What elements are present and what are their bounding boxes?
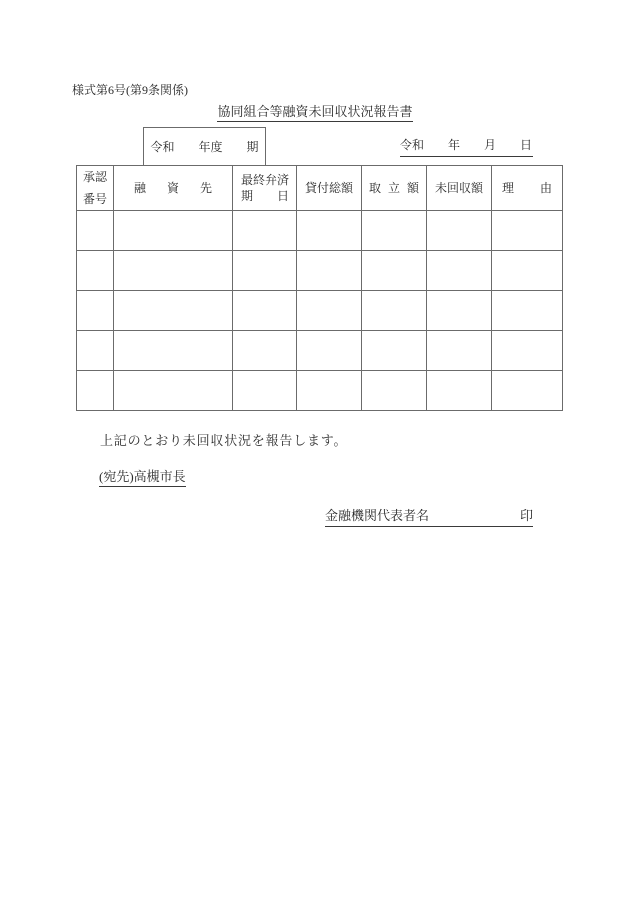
report-statement: 上記のとおり未回収状況を報告します。 xyxy=(100,433,348,448)
table-cell xyxy=(114,211,233,251)
signature-line xyxy=(325,505,533,527)
table-cell xyxy=(492,331,563,371)
report-date-line: 令和 年 月 日 xyxy=(400,136,533,157)
header-final-repayment-line2: 期日 xyxy=(241,188,289,203)
table-row xyxy=(77,331,563,371)
table-cell xyxy=(362,251,427,291)
document-title-container xyxy=(0,101,630,122)
header-loan-recipient: 融資先 xyxy=(114,166,233,211)
header-uncollected-amount: 未回収額 xyxy=(427,166,492,211)
table-cell xyxy=(427,211,492,251)
table-cell xyxy=(114,251,233,291)
seal-mark: 印 xyxy=(519,508,533,523)
table-row xyxy=(77,251,563,291)
table-cell xyxy=(427,331,492,371)
header-approval-number xyxy=(77,166,114,211)
table-cell xyxy=(114,291,233,331)
table-cell xyxy=(233,251,297,291)
table-cell xyxy=(362,371,427,411)
table-cell xyxy=(77,251,114,291)
table-cell xyxy=(297,251,362,291)
table-cell xyxy=(492,291,563,331)
table-cell xyxy=(427,251,492,291)
table-cell xyxy=(362,291,427,331)
table-cell xyxy=(114,371,233,411)
table-cell xyxy=(297,291,362,331)
table-cell xyxy=(114,331,233,371)
header-reason: 理由 xyxy=(492,166,563,211)
signature-label: 金融機関代表者名 xyxy=(325,508,430,523)
header-total-loan-amount: 貸付総額 xyxy=(297,166,362,211)
document-title: 協同組合等融資未回収状況報告書 xyxy=(217,101,412,122)
table-cell xyxy=(233,371,297,411)
table-cell xyxy=(492,211,563,251)
table-cell xyxy=(77,371,114,411)
header-approval-number-line1: 承認 xyxy=(82,169,107,184)
uncollected-status-table xyxy=(76,165,563,411)
table-cell xyxy=(492,251,563,291)
header-collected-amount: 取立額 xyxy=(362,166,427,211)
table-cell xyxy=(233,331,297,371)
table-cell xyxy=(233,211,297,251)
table-cell xyxy=(297,371,362,411)
table-cell xyxy=(492,371,563,411)
table-cell xyxy=(362,331,427,371)
header-approval-number-line2: 番号 xyxy=(82,191,107,206)
header-final-repayment-date xyxy=(233,166,297,211)
table-header-row xyxy=(77,166,563,211)
table-row xyxy=(77,291,563,331)
table-cell xyxy=(77,291,114,331)
form-number: 様式第6号(第9条関係) xyxy=(72,83,188,97)
table-cell xyxy=(427,291,492,331)
table-cell xyxy=(77,211,114,251)
table-cell xyxy=(297,331,362,371)
addressee: (宛先)高槻市長 xyxy=(99,466,186,487)
table-row xyxy=(77,211,563,251)
fiscal-period-box: 令和 年度 期 xyxy=(143,127,266,166)
table-row xyxy=(77,371,563,411)
table-cell xyxy=(362,211,427,251)
table-cell xyxy=(297,211,362,251)
table-cell xyxy=(233,291,297,331)
table-cell xyxy=(427,371,492,411)
header-final-repayment-line1: 最終弁済 xyxy=(241,172,290,187)
table-cell xyxy=(77,331,114,371)
